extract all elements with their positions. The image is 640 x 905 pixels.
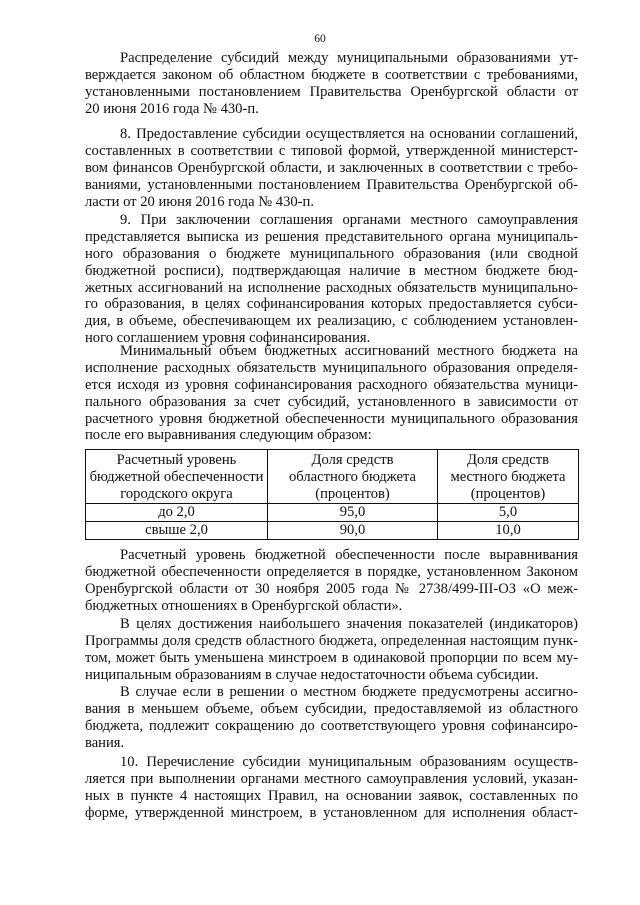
table-row: [86, 522, 579, 540]
header-cell-budget-level: Расчетный уровень бюджетной обеспеченности городского округа: [86, 450, 268, 504]
text-line: бюджета, подлежит сокращению до соответствующего уровня софинансиро-: [85, 717, 578, 734]
text-line: том, может быть уменьшена минстроем в одинаковой пропорции по всем му-: [85, 649, 578, 666]
table-cell: 90,0: [268, 522, 438, 540]
text-line: ляется при выполнении органами местного самоуправления условий, указан-: [85, 770, 578, 787]
text-line: Расчетный уровень бюджетной обеспеченности после выравнивания: [120, 547, 578, 563]
text-line: го образования, в целях софинансирования которых предоставляется субси-: [85, 296, 578, 313]
table-cell: 95,0: [268, 504, 438, 522]
paragraph-9: [85, 212, 578, 347]
text-line: вания.: [85, 734, 125, 751]
text-line: ного соглашением уровня софинансирования.: [85, 330, 371, 347]
cofinancing-table: [85, 449, 579, 540]
table-header-row: [86, 450, 579, 504]
header-cell-local-share: Доля средств местного бюджета (процентов): [438, 450, 579, 504]
text-line: форме, утвержденной минстроем, в установленном для исполнения област-: [85, 804, 578, 821]
text-line: жетных ассигнований на исполнение расходных обязательств муниципально-: [85, 279, 578, 296]
text-line: расчетного уровня бюджетной обеспеченности муниципального образования: [85, 410, 578, 427]
text-line: ется исходя из уровня софинансирования расходного обязательства муници-: [85, 376, 578, 393]
text-line: установленными постановлением Правительства Оренбургской области от: [85, 83, 578, 100]
header-cell-regional-share: Доля средств областного бюджета (процентов): [268, 450, 438, 504]
table-cell: свыше 2,0: [86, 522, 268, 540]
text-line: Программы доля средств областного бюджета, определенная настоящим пунк-: [85, 632, 578, 649]
paragraph-indicators: [85, 616, 578, 684]
text-line: В целях достижения наибольшего значения показателей (индикаторов): [120, 616, 578, 632]
paragraph-reduction: [85, 684, 578, 752]
text-line: верждается законом об областном бюджете в соответствии с требованиями,: [85, 66, 578, 83]
text-line: Оренбургской области от 30 ноября 2005 года № 2738/499-III-ОЗ «О меж-: [85, 580, 578, 597]
text-line: В случае если в решении о местном бюджете предусмотрены ассигно-: [120, 684, 578, 700]
text-line: 8. Предоставление субсидии осуществляется на основании соглашений,: [120, 126, 578, 142]
text-line: пального образования за счет субсидий, установленного в зависимости от: [85, 393, 578, 410]
paragraph-distribution: [85, 50, 578, 118]
text-line: представляется выписка из решения представительного органа муниципаль-: [85, 228, 578, 245]
paragraph-minimum-volume: [85, 343, 578, 444]
text-line: вания в меньшем объеме, объем субсидии, предоставляемой из областного: [85, 700, 578, 717]
text-line: 9. При заключении соглашения органами местного самоуправления: [120, 212, 578, 228]
paragraph-10: [85, 754, 578, 822]
text-line: Распределение субсидий между муниципальными образованиями ут-: [120, 50, 578, 66]
text-line: бюджетных отношениях в Оренбургской области».: [85, 597, 403, 614]
text-line: после его выравнивания следующим образом:: [85, 427, 372, 444]
text-line: исполнение расходных обязательств муниципального образования определя-: [85, 359, 578, 376]
text-line: составленных в соответствии с типовой формой, утвержденной министерст-: [85, 142, 578, 159]
text-line: 10. Перечисление субсидии муниципальным образованиям осуществ-: [120, 754, 578, 770]
text-line: дия, в объеме, обеспечивающем их реализацию, с соблюдением установлен-: [85, 313, 578, 330]
table-cell: до 2,0: [86, 504, 268, 522]
paragraph-calculated-level: [85, 547, 578, 615]
text-line: вом финансов Оренбургской области, и заключенных в соответствии с требо-: [85, 159, 578, 176]
paragraph-8: [85, 126, 578, 210]
page-number: 60: [314, 33, 326, 45]
text-line: ных в пункте 4 настоящих Правил, на основании заявок, составленных по: [85, 787, 578, 804]
text-line: ного образования о бюджете муниципального образования (или сводной: [85, 245, 578, 262]
table-cell: 10,0: [438, 522, 579, 540]
text-line: бюджетной росписи), подтверждающая наличие в местном бюджете бюд-: [85, 262, 578, 279]
text-line: ласти от 20 июня 2016 года № 430-п.: [85, 193, 314, 210]
table-cell: 5,0: [438, 504, 579, 522]
text-line: бюджетной обеспеченности определяется в порядке, установленном Законом: [85, 563, 578, 580]
text-line: ваниями, установленными постановлением Правительства Оренбургской об-: [85, 176, 578, 193]
text-line: Минимальный объем бюджетных ассигнований местного бюджета на: [120, 343, 578, 359]
table-row: [86, 504, 579, 522]
text-line: 20 июня 2016 года № 430-п.: [85, 100, 259, 117]
text-line: ниципальным образованиям в случае недостаточности объема субсидии.: [85, 666, 539, 683]
